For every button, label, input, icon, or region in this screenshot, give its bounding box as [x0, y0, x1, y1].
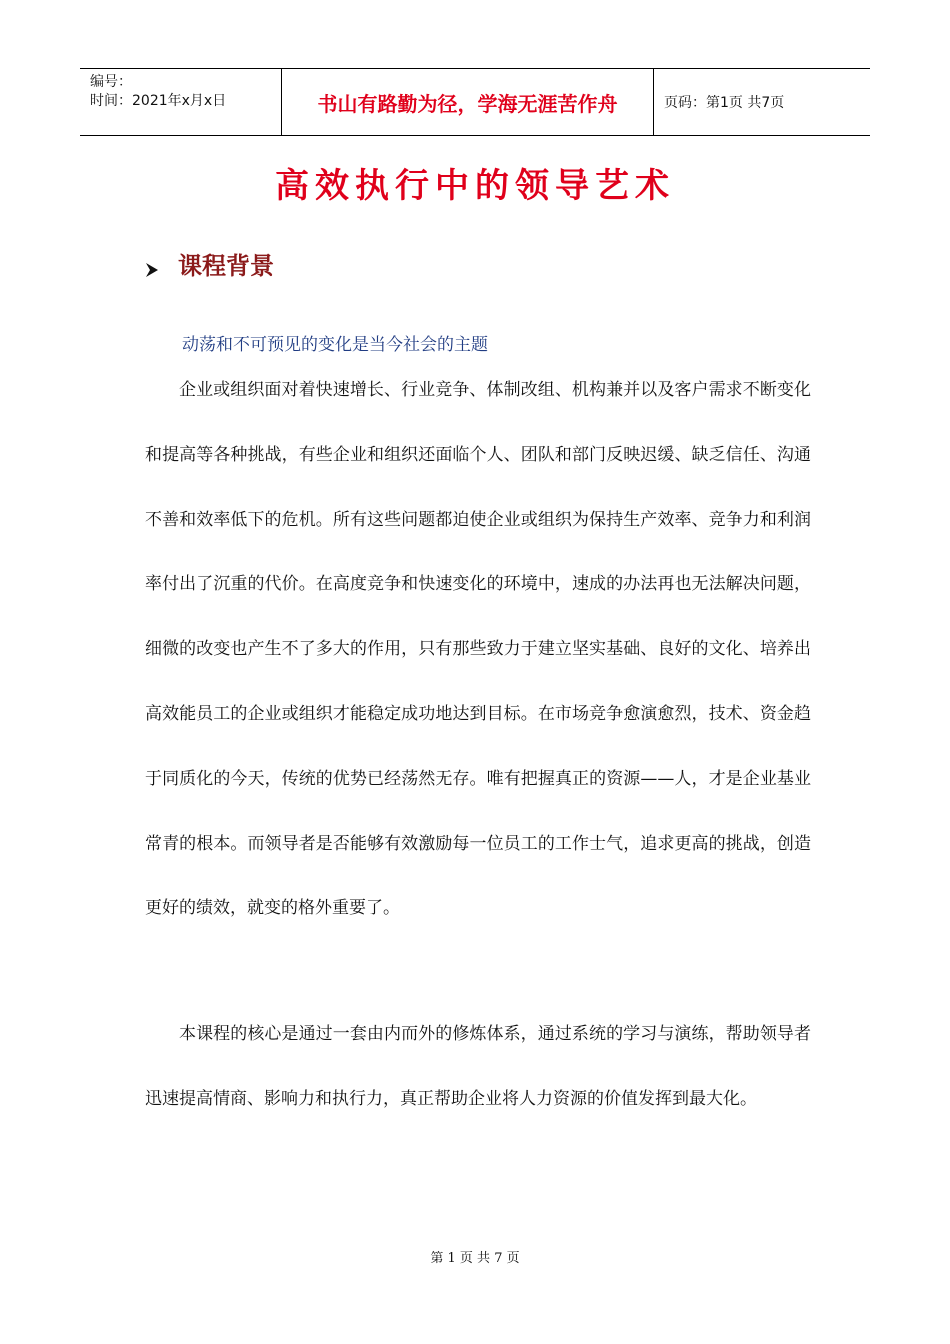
section-heading — [144, 246, 274, 281]
number-label: 编号： — [90, 74, 132, 90]
header-table — [80, 68, 870, 136]
document-title: 高效执行中的领导艺术 — [275, 166, 675, 206]
section-heading-text: 课程背景 — [178, 252, 274, 280]
body-paragraph-1: 企业或组织面对着快速增长、行业竞争、体制改组、机构兼并以及客户需求不断变化和提高等各种挑战，有些企业和组织还面临个人、团队和部门反映迟缓、缺乏信任、沟通不善和效率低下的危机。所有这些问题都迫使企业或组织为保持生产效率、竞争力和利润率付出了沉重的代价。在高度竞争和快速变化的环境中，速成的办法再也无法解决问题，细微的改变也产生不了多大的作用，只有那些致力于建立坚实基础、良好的文化、培养出高效能员工的企业或组织才能稳定成功地达到目标。在市场竞争愈演愈烈，技术、资金趋于同质化的今天，传统的优势已经荡然无存。唯有把握真正的资源——人，才是企业基业常青的根本。而领导者是否能够有效激励每一位员工的工作士气，追求更高的挑战，创造更好的绩效，就变的格外重要了。 — [145, 380, 811, 919]
date-label: 时间：2021年x月x日 — [90, 93, 227, 109]
body-paragraph-2: 本课程的核心是通过一套由内而外的修炼体系，通过系统的学习与演练，帮助领导者迅速提高情商、影响力和执行力，真正帮助企业将人力资源的价值发挥到最大化。 — [145, 1024, 811, 1109]
header-info-cell — [80, 69, 282, 135]
header-motto: 书山有路勤为径，学海无涯苦作舟 — [282, 69, 654, 135]
page-footer: 第 1 页 共 7 页 — [430, 1251, 520, 1266]
header-page-code: 页码：第1页 共7页 — [664, 95, 785, 111]
arrow-bullet-icon — [144, 256, 160, 272]
section-subheading: 动荡和不可预见的变化是当今社会的主题 — [182, 335, 488, 355]
